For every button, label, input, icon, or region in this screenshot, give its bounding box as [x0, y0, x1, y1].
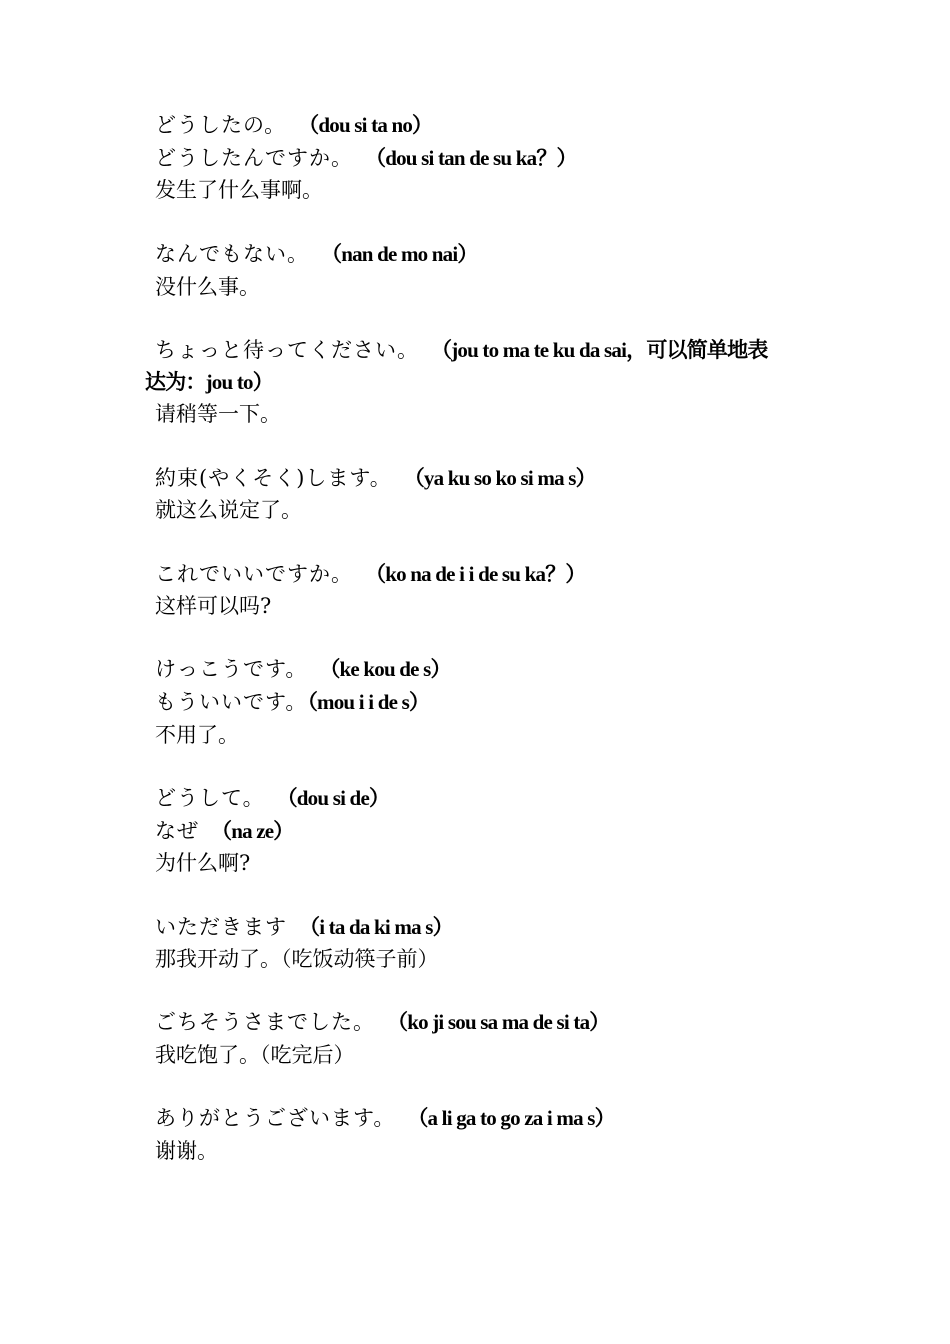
- phrase-line: [155, 561, 586, 587]
- phrase-line: [155, 145, 577, 171]
- phrase-line: [155, 818, 293, 844]
- japanese-phrase: ちょっと待ってください。: [155, 338, 419, 362]
- japanese-phrase: ごちそうさまでした。: [155, 1010, 375, 1034]
- romaji-reading: （na ze）: [211, 819, 294, 843]
- phrase-line: [155, 785, 389, 811]
- japanese-phrase: いただきます: [155, 915, 287, 939]
- chinese-translation: 不用了。: [155, 723, 239, 747]
- romaji-reading: （ko na de i i de su ka？）: [365, 562, 586, 586]
- japanese-phrase: 約束(やくそく)します。: [155, 466, 392, 490]
- japanese-phrase: どうしたんですか。: [155, 146, 353, 170]
- romaji-reading: （dou si de）: [276, 786, 390, 810]
- phrase-line: [155, 689, 429, 715]
- romaji-reading: （dou si tan de su ka？）: [365, 146, 577, 170]
- romaji-reading: （nan de mo nai）: [321, 242, 478, 266]
- romaji-reading: （i ta da ki ma s）: [299, 915, 453, 939]
- japanese-phrase: けっこうです。: [155, 657, 308, 681]
- japanese-phrase: なぜ: [155, 819, 199, 843]
- japanese-phrase: なんでもない。: [155, 242, 309, 266]
- romaji-reading: （ke kou de s）: [319, 657, 451, 681]
- romaji-reading: （a li ga to go za i ma s）: [407, 1106, 615, 1130]
- romaji-reading: （dou si ta no）: [298, 113, 433, 137]
- phrase-line: [155, 112, 432, 138]
- chinese-translation: 请稍等一下。: [155, 402, 281, 426]
- phrase-line: [155, 914, 453, 940]
- japanese-phrase: もういいです。: [155, 690, 308, 714]
- chinese-translation: 发生了什么事啊。: [155, 178, 323, 202]
- phrase-line: [155, 241, 478, 267]
- japanese-phrase: どうしたの。: [155, 113, 287, 137]
- chinese-translation: 为什么啊?: [155, 851, 251, 875]
- japanese-phrase: ありがとうございます。: [155, 1106, 396, 1130]
- romaji-reading: （ko ji sou sa ma de si ta）: [387, 1010, 610, 1034]
- chinese-translation: 没什么事。: [155, 275, 260, 299]
- japanese-phrase: どうして。: [155, 786, 265, 810]
- chinese-translation: 我吃饱了。（吃完后）: [155, 1043, 355, 1067]
- chinese-translation: 谢谢。: [155, 1139, 218, 1163]
- romaji-wrap-line: 达为：jou to）: [145, 370, 273, 394]
- phrase-line: [155, 1009, 609, 1035]
- chinese-translation: 这样可以吗?: [155, 594, 272, 618]
- phrase-line: [155, 465, 596, 491]
- romaji-reading: （ya ku so ko si ma s）: [403, 466, 596, 490]
- chinese-translation: 那我开动了。（吃饭动筷子前）: [155, 947, 439, 971]
- phrase-line: [155, 337, 768, 363]
- romaji-reading: （jou to ma te ku da sai，可以简单地表: [431, 338, 768, 362]
- japanese-phrase: これでいいですか。: [155, 562, 353, 586]
- phrase-line: [155, 656, 451, 682]
- romaji-reading: （mou i i de s）: [307, 690, 430, 714]
- phrase-line: [155, 1105, 615, 1131]
- chinese-translation: 就这么说定了。: [155, 498, 302, 522]
